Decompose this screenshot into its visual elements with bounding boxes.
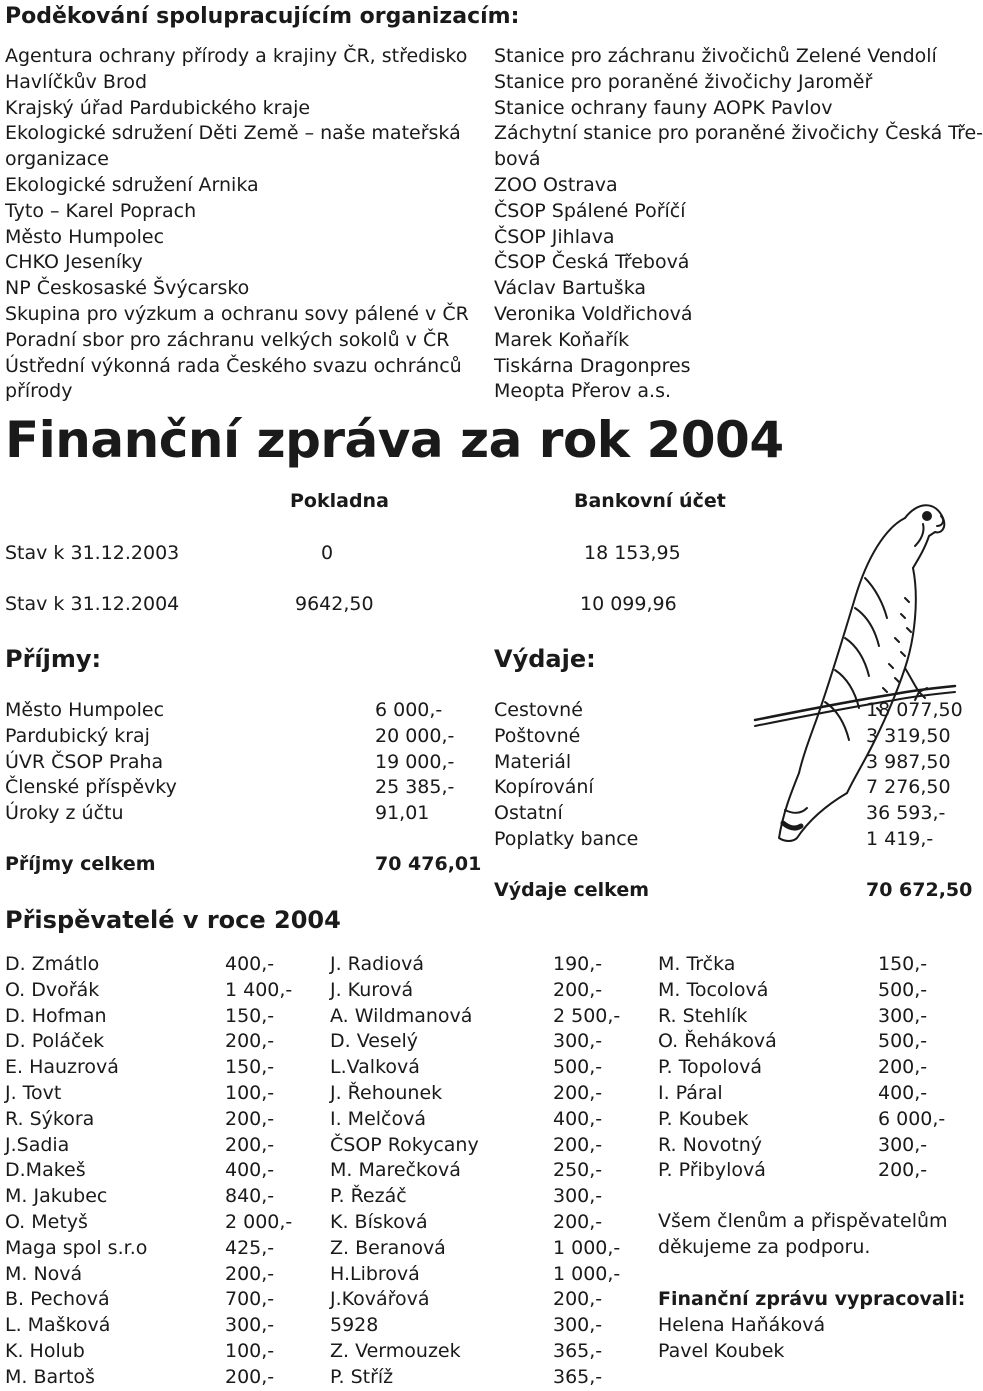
balance-cash: 9642,50: [295, 593, 374, 615]
thanks-item: přírody: [5, 380, 73, 403]
contributor-row-amount: 300,-: [878, 1004, 928, 1027]
expense-row-amount: 3 319,50: [866, 724, 951, 747]
contributor-row-label: D. Poláček: [5, 1030, 105, 1053]
contributor-row: [330, 1055, 630, 1081]
contributor-row-label: I. Melčová: [330, 1107, 427, 1130]
contributor-row-label: J. Tovt: [5, 1081, 62, 1104]
contributor-row-amount: 200,-: [553, 978, 603, 1001]
contributor-row-label: B. Pechová: [5, 1288, 110, 1311]
contributor-row-amount: 200,-: [878, 1159, 928, 1182]
income-row: [5, 801, 467, 827]
contributor-row-amount: 100,-: [225, 1081, 275, 1104]
balance-bank: 10 099,96: [580, 593, 677, 615]
thanks-item: Skupina pro výzkum a ochranu sovy pálené v ČR: [5, 302, 469, 325]
contributor-row-label: O. Řeháková: [658, 1030, 777, 1053]
contributor-row-amount: 300,-: [878, 1133, 928, 1156]
contributor-row-amount: 300,-: [225, 1314, 275, 1337]
thanks-item: Tyto – Karel Poprach: [5, 199, 197, 222]
finance-title: Finanční zpráva za rok 2004: [5, 411, 784, 469]
contributor-row-label: L.Valková: [330, 1056, 420, 1079]
thanks-item: organizace: [5, 148, 109, 171]
contributor-row-amount: 200,-: [553, 1133, 603, 1156]
contributor-row: [5, 1313, 305, 1339]
thanks-item: Ústřední výkonná rada Českého svazu ochránců: [5, 354, 462, 377]
contributor-row-label: A. Wildmanová: [330, 1004, 473, 1027]
contributor-row-amount: 1 400,-: [225, 978, 293, 1001]
contributor-row-label: J. Kurová: [330, 978, 414, 1001]
contributor-row-amount: 400,-: [225, 1159, 275, 1182]
contributor-row: [5, 1210, 305, 1236]
contributor-row: [658, 1081, 958, 1107]
contributor-row: [5, 1004, 305, 1030]
balance-label: Stav k 31.12.2003: [5, 542, 180, 564]
thanks-item: NP Českosaské Švýcarsko: [5, 277, 250, 300]
contributor-row: [5, 1262, 305, 1288]
contributor-row-label: D.Makeš: [5, 1159, 86, 1182]
contributor-row: [330, 1262, 630, 1288]
expense-row-label: Ostatní: [494, 802, 563, 825]
contributor-row-amount: 300,-: [553, 1314, 603, 1337]
thanks-note-line: děkujeme za podporu.: [658, 1235, 871, 1258]
contributor-row: [330, 1004, 630, 1030]
contributors-title: Přispěvatelé v roce 2004: [5, 906, 341, 934]
contributor-row-label: P. Řezáč: [330, 1185, 407, 1208]
contributors-col1: [5, 952, 305, 1391]
contributor-row: [5, 1029, 305, 1055]
contributor-row-label: 5928: [330, 1314, 379, 1337]
income-row: [5, 698, 467, 724]
contributor-row: [330, 1339, 630, 1365]
expense-row-amount: 3 987,50: [866, 750, 951, 773]
contributor-row: [5, 1184, 305, 1210]
prepared-by-title: Finanční zprávu vypracovali:: [658, 1288, 966, 1310]
balance-label: Stav k 31.12.2004: [5, 593, 180, 615]
contributor-row-label: E. Hauzrová: [5, 1056, 119, 1079]
contributor-row-label: Z. Vermouzek: [330, 1339, 461, 1362]
contributor-row-label: Maga spol s.r.o: [5, 1236, 148, 1259]
balance-bank: 18 153,95: [584, 542, 681, 564]
contributor-row: [658, 1107, 958, 1133]
income-row-label: Pardubický kraj: [5, 724, 150, 747]
income-row-amount: 6 000,-: [375, 699, 443, 721]
contributor-row: [5, 1055, 305, 1081]
contributor-row: [658, 1133, 958, 1159]
contributor-row-amount: 300,-: [553, 1030, 603, 1053]
contributor-row-label: ČSOP Rokycany: [330, 1133, 479, 1156]
income-row-label: Členské příspěvky: [5, 776, 177, 799]
contributor-row-label: R. Sýkora: [5, 1107, 95, 1130]
contributor-row: [330, 1236, 630, 1262]
income-row-amount: 91,01: [375, 802, 430, 825]
contributor-row: [330, 1029, 630, 1055]
contributors-col2: [330, 952, 630, 1391]
contributor-row-label: J.Sadia: [5, 1133, 70, 1156]
income-row-amount: 19 000,-: [375, 750, 455, 773]
income-row-label: Město Humpolec: [5, 699, 165, 721]
thanks-item: Agentura ochrany přírody a krajiny ČR, středisko: [5, 45, 468, 67]
contributor-row: [5, 1133, 305, 1159]
contributor-row: [330, 1210, 630, 1236]
contributor-row-amount: 6 000,-: [878, 1107, 946, 1130]
income-row: [5, 775, 467, 801]
expense-total-amount: 70 672,50: [866, 878, 973, 901]
income-row-amount: 20 000,-: [375, 724, 455, 747]
income-total-label: Příjmy celkem: [5, 853, 156, 875]
thanks-note-line: Všem členům a přispěvatelům: [658, 1210, 948, 1232]
contributor-row-label: J.Kovářová: [330, 1288, 430, 1311]
contributor-row-label: Z. Beranová: [330, 1236, 446, 1259]
contributor-row-label: P. Přibylová: [658, 1159, 766, 1182]
thanks-title: Poděkování spolupracujícím organizacím:: [5, 4, 520, 29]
contributor-row-amount: 250,-: [553, 1159, 603, 1182]
contributor-row: [330, 1133, 630, 1159]
contributor-row-label: I. Páral: [658, 1081, 723, 1104]
contributor-row-amount: 2 500,-: [553, 1004, 621, 1027]
contributor-row-label: J. Radiová: [330, 953, 424, 975]
expense-row-amount: 1 419,-: [866, 827, 934, 850]
contributor-row-amount: 200,-: [553, 1210, 603, 1233]
thanks-item: bová: [494, 148, 541, 171]
contributor-row-amount: 100,-: [225, 1339, 275, 1362]
contributor-row: [330, 1184, 630, 1210]
contributor-row-amount: 200,-: [553, 1081, 603, 1104]
expense-row-label: Cestovné: [494, 699, 583, 721]
contributor-row-label: M. Jakubec: [5, 1185, 108, 1208]
income-total-amount: 70 476,01: [375, 853, 482, 875]
contributor-row-amount: 200,-: [878, 1056, 928, 1079]
contributor-row-label: R. Stehlík: [658, 1004, 748, 1027]
contributor-row-amount: 365,-: [553, 1339, 603, 1362]
contributor-row: [330, 1313, 630, 1339]
contributor-row-label: M. Tocolová: [658, 978, 769, 1001]
balance-cash: 0: [321, 542, 334, 564]
contributor-row-amount: 400,-: [225, 953, 275, 975]
contributor-row-label: L. Mašková: [5, 1314, 111, 1337]
contributor-row-amount: 700,-: [225, 1288, 275, 1311]
contributor-row-label: O. Metyš: [5, 1210, 88, 1233]
contributor-row: [330, 1287, 630, 1313]
contributor-row: [5, 1339, 305, 1365]
contributor-row-amount: 400,-: [878, 1081, 928, 1104]
contributor-row-amount: 200,-: [225, 1107, 275, 1130]
thanks-item: Stanice pro poraněné živočichy Jaroměř: [494, 70, 873, 93]
expense-row-amount: 36 593,-: [866, 802, 946, 825]
contributor-row-label: D. Hofman: [5, 1004, 107, 1027]
contributor-row-amount: 150,-: [225, 1004, 275, 1027]
contributor-row: [330, 1081, 630, 1107]
expense-row-label: Materiál: [494, 750, 572, 773]
contributor-row-amount: 200,-: [225, 1365, 275, 1388]
contributor-row-amount: 500,-: [878, 1030, 928, 1053]
contributor-row: [5, 1287, 305, 1313]
thanks-item: ZOO Ostrava: [494, 173, 618, 196]
contributor-row: [5, 1107, 305, 1133]
thanks-item: ČSOP Česká Třebová: [494, 251, 690, 274]
contributor-row-label: D. Zmátlo: [5, 953, 100, 975]
contributor-row-amount: 200,-: [225, 1262, 275, 1285]
thanks-right-list: [494, 44, 983, 405]
contributor-row: [658, 1004, 958, 1030]
thanks-note: [658, 1209, 948, 1261]
contributor-row: [5, 1081, 305, 1107]
thanks-item: Stanice pro záchranu živočichů Zelené Vendolí: [494, 45, 937, 67]
contributor-row-label: K. Holub: [5, 1339, 85, 1362]
income-list: [5, 698, 467, 827]
contributor-row-amount: 1 000,-: [553, 1262, 621, 1285]
contributor-row: [5, 1158, 305, 1184]
contributor-row-amount: 2 000,-: [225, 1210, 293, 1233]
thanks-item: ČSOP Spálené Poříčí: [494, 199, 686, 222]
contributor-row-label: D. Veselý: [330, 1030, 419, 1053]
prepared-by-name: Helena Haňáková: [658, 1313, 826, 1336]
contributor-row-label: P. Koubek: [658, 1107, 749, 1130]
thanks-left-list: [5, 44, 469, 405]
thanks-item: Marek Koňařík: [494, 328, 630, 351]
contributor-row-label: O. Dvořák: [5, 978, 100, 1001]
income-total: [5, 852, 482, 878]
contributor-row-label: R. Novotný: [658, 1133, 763, 1156]
contributor-row: [330, 978, 630, 1004]
kestrel-illustration-icon: [755, 488, 960, 848]
thanks-item: Poradní sbor pro záchranu velkých sokolů v ČR: [5, 328, 450, 351]
contributor-row-amount: 300,-: [553, 1185, 603, 1208]
contributor-row: [658, 1158, 958, 1184]
income-row: [5, 750, 467, 776]
expense-row-label: Poštovné: [494, 724, 581, 747]
thanks-item: Ekologické sdružení Arnika: [5, 173, 259, 196]
thanks-item: Krajský úřad Pardubického kraje: [5, 96, 311, 119]
thanks-item: ČSOP Jihlava: [494, 225, 615, 248]
contributor-row-label: J. Řehounek: [330, 1081, 443, 1104]
contributor-row-amount: 500,-: [878, 978, 928, 1001]
contributor-row: [5, 978, 305, 1004]
contributor-row: [658, 1055, 958, 1081]
expense-row-amount: 18 077,50: [866, 699, 963, 721]
income-row: [5, 724, 467, 750]
contributor-row-amount: 200,-: [225, 1030, 275, 1053]
thanks-item: Havlíčkův Brod: [5, 70, 148, 93]
thanks-item: Ekologické sdružení Děti Země – naše mateřská: [5, 122, 461, 145]
contributor-row-amount: 150,-: [878, 953, 928, 975]
contributor-row-amount: 400,-: [553, 1107, 603, 1130]
contributor-row: [5, 952, 305, 978]
expense-total-label: Výdaje celkem: [494, 878, 649, 901]
contributor-row: [330, 1365, 630, 1391]
contributor-row-label: H.Librová: [330, 1262, 420, 1285]
contributor-row-amount: 500,-: [553, 1056, 603, 1079]
prepared-by: [658, 1287, 965, 1364]
expense-row-label: Kopírování: [494, 776, 594, 799]
income-title: Příjmy:: [5, 645, 102, 673]
contributor-row-amount: 150,-: [225, 1056, 275, 1079]
contributor-row-amount: 200,-: [553, 1288, 603, 1311]
thanks-item: Stanice ochrany fauny AOPK Pavlov: [494, 96, 833, 119]
contributor-row-amount: 840,-: [225, 1185, 275, 1208]
contributor-row: [330, 952, 630, 978]
expense-title: Výdaje:: [494, 645, 596, 673]
contributor-row-label: P. Topolová: [658, 1056, 763, 1079]
contributor-row: [5, 1365, 305, 1391]
thanks-item: CHKO Jeseníky: [5, 251, 143, 274]
income-row-label: ÚVR ČSOP Praha: [5, 750, 164, 773]
contributors-col3: [658, 952, 958, 1184]
expense-total: [494, 878, 973, 904]
contributor-row-label: P. Stříž: [330, 1365, 394, 1388]
bank-column-header: Bankovní účet: [574, 490, 726, 512]
contributor-row-amount: 1 000,-: [553, 1236, 621, 1259]
contributor-row-amount: 200,-: [225, 1133, 275, 1156]
contributor-row: [658, 952, 958, 978]
income-row-label: Úroky z účtu: [5, 802, 124, 825]
contributor-row-amount: 425,-: [225, 1236, 275, 1259]
thanks-item: Veronika Voldřichová: [494, 302, 693, 325]
contributor-row: [658, 978, 958, 1004]
thanks-item: Tiskárna Dragonpres: [494, 354, 691, 377]
income-row-amount: 25 385,-: [375, 776, 455, 799]
contributor-row: [330, 1158, 630, 1184]
cash-column-header: Pokladna: [290, 490, 389, 512]
contributor-row-label: M. Marečková: [330, 1159, 461, 1182]
thanks-item: Záchytní stanice pro poraněné živočichy Česká Tře-: [494, 122, 983, 145]
expense-row-label: Poplatky bance: [494, 827, 639, 850]
contributor-row-amount: 190,-: [553, 953, 603, 975]
contributor-row: [330, 1107, 630, 1133]
contributor-row: [5, 1236, 305, 1262]
contributor-row-amount: 365,-: [553, 1365, 603, 1388]
contributor-row-label: M. Bartoš: [5, 1365, 95, 1388]
contributor-row-label: M. Nová: [5, 1262, 83, 1285]
thanks-item: Václav Bartuška: [494, 277, 647, 300]
thanks-item: Město Humpolec: [5, 225, 165, 248]
thanks-item: Meopta Přerov a.s.: [494, 380, 672, 403]
contributor-row: [658, 1029, 958, 1055]
contributor-row-label: K. Bísková: [330, 1210, 428, 1233]
contributor-row-label: M. Trčka: [658, 953, 736, 975]
expense-row-amount: 7 276,50: [866, 776, 951, 799]
prepared-by-name: Pavel Koubek: [658, 1339, 785, 1362]
